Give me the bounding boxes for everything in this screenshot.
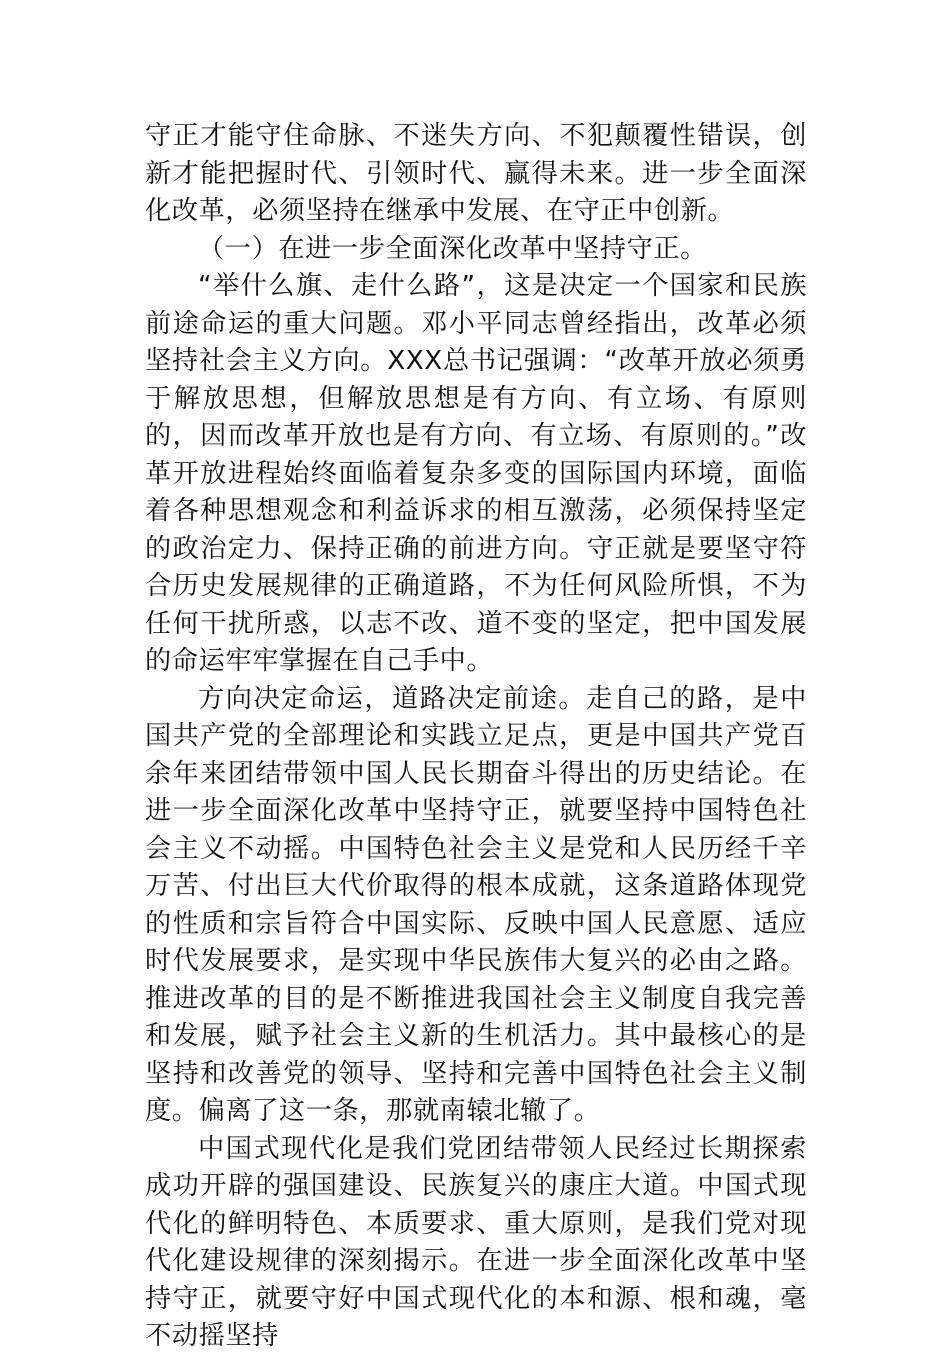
paragraph: 方向决定命运，道路决定前途。走自己的路，是中国共产党的全部理论和实践立足点，更是中国共产党百余年来团结带领中国人民长期奋斗得出的历史结论。在进一步全面深化改革中坚持守正，就要坚持中国特色社会主义不动摇。中国特色社会主义是党和人民历经千辛万苦、付出巨大代价取得的根本成就，这条道路体现党的性质和宗旨符合中国实际、反映中国人民意愿、适应时代发展要求，是实现中华民族伟大复兴的必由之路。推进改革的目的是不断推进我国社会主义制度自我完善和发展，赋予社会主义新的生机活力。其中最核心的是坚持和改善党的领导、坚持和完善中国特色社会主义制度。偏离了这一条，那就南辕北辙了。 xyxy=(145,683,807,1126)
paragraph-continuation: 守正才能守住命脉、不迷失方向、不犯颠覆性错误，创新才能把握时代、引领时代、赢得未来。进一步全面深化改革，必须坚持在继承中发展、在守正中创新。 xyxy=(145,121,807,226)
section-heading: （一）在进一步全面深化改革中坚持守正。 xyxy=(198,233,707,264)
paragraph: “举什么旗、走什么路”，这是决定一个国家和民族前途命运的重大问题。邓小平同志曾经指出，改革必须坚持社会主义方向。XXX总书记强调：“改革开放必须勇于解放思想，但解放思想是有方向、有立场、有原则的，因而改革开放也是有方向、有立场、有原则的。”改革开放进程始终面临着复杂多变的国际国内环境，面临着各种思想观念和利益诉求的相互激荡，必须保持坚定的政治定力、保持正确的前进方向。守正就是要坚守符合历史发展规律的正确道路，不为任何风险所惧，不为任何干扰所惑，以志不改、道不变的坚定，把中国发展的命运牢牢掌握在自己手中。 xyxy=(145,271,807,676)
paragraph: 中国式现代化是我们党团结带领人民经过长期探索成功开辟的强国建设、民族复兴的康庄大道。中国式现代化的鲜明特色、本质要求、重大原则，是我们党对现代化建设规律的深刻揭示。在进一步全面深化改革中坚持守正，就要守好中国式现代化的本和源、根和魂，毫不动摇坚持 xyxy=(145,1133,807,1351)
document-body xyxy=(145,118,807,1356)
